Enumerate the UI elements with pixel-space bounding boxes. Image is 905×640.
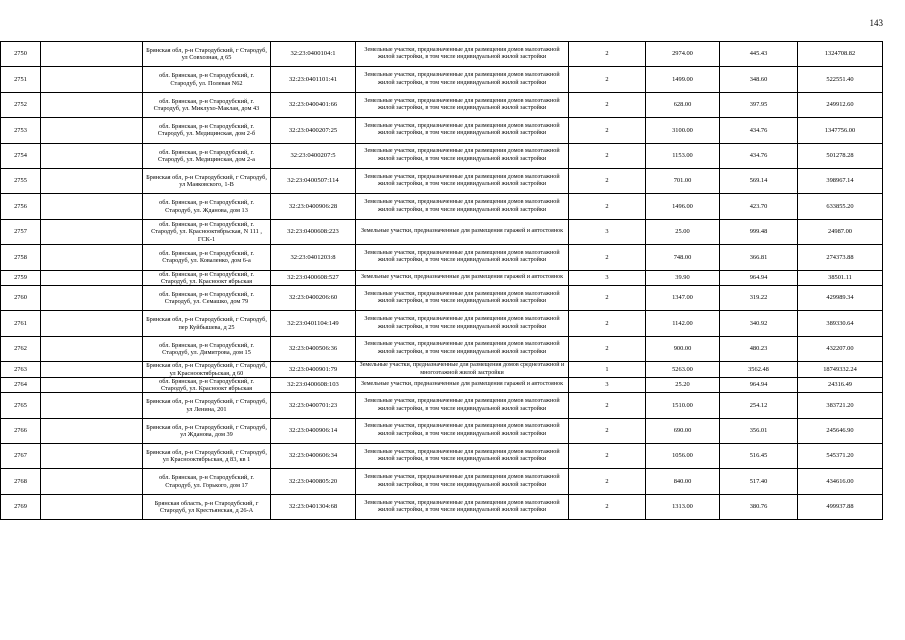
cell-group: 3 <box>569 377 646 392</box>
cell-area: 748.00 <box>646 245 720 270</box>
cell-cadastral-number: 32:23:0400701:23 <box>271 393 356 418</box>
cell-group: 2 <box>569 92 646 117</box>
cell-cadastral-value: 432207.00 <box>798 336 883 361</box>
cell-spacer <box>41 285 143 310</box>
cell-permitted-use: Земельные участки, предназначенные для размещения гаражей и автостоянок <box>356 219 569 244</box>
cell-permitted-use: Земельные участки, предназначенные для размещения домов малоэтажной жилой застройки, в том числе индивидуальной жилой застройки <box>356 336 569 361</box>
cell-specific-value: 964.94 <box>720 377 798 392</box>
cell-row-number: 2751 <box>1 67 41 92</box>
table-row <box>1 362 883 378</box>
cell-cadastral-number: 32:23:0400906:14 <box>271 418 356 443</box>
cell-spacer <box>41 377 143 392</box>
cell-group: 2 <box>569 418 646 443</box>
cell-cadastral-value: 633855.20 <box>798 194 883 219</box>
cell-spacer <box>41 444 143 469</box>
table-row <box>1 67 883 92</box>
cell-cadastral-value: 389330.64 <box>798 311 883 336</box>
cell-cadastral-value: 38501.11 <box>798 270 883 285</box>
cell-cadastral-number: 32:23:0401101:41 <box>271 67 356 92</box>
cell-permitted-use: Земельные участки, предназначенные для размещения домов малоэтажной жилой застройки, в том числе индивидуальной жилой застройки <box>356 143 569 168</box>
cell-row-number: 2767 <box>1 444 41 469</box>
cell-cadastral-number: 32:23:0400206:60 <box>271 285 356 310</box>
cell-specific-value: 480.23 <box>720 336 798 361</box>
cell-permitted-use: Земельные участки, предназначенные для размещения домов малоэтажной жилой застройки, в том числе индивидуальной жилой застройки <box>356 42 569 67</box>
cell-specific-value: 999.48 <box>720 219 798 244</box>
cell-spacer <box>41 245 143 270</box>
cell-address: Брянская обл, р-н Стародубский, г Стародуб, ул Краснооктябрьская, д 83, кв 1 <box>143 444 271 469</box>
cell-address: обл. Брянская, р-н Стародубский, г. Стародуб, ул. Семашко, дом 79 <box>143 285 271 310</box>
table-row <box>1 285 883 310</box>
cell-area: 900.00 <box>646 336 720 361</box>
cell-cadastral-value: 1347756.00 <box>798 118 883 143</box>
cell-address: Брянская область, р-н Стародубский, г Стародуб, ул Крестьянская, д 26-А <box>143 494 271 519</box>
cell-permitted-use: Земельные участки, предназначенные для размещения домов малоэтажной жилой застройки, в том числе индивидуальной жилой застройки <box>356 194 569 219</box>
cell-group: 1 <box>569 362 646 378</box>
cell-group: 2 <box>569 393 646 418</box>
cell-row-number: 2754 <box>1 143 41 168</box>
cell-group: 2 <box>569 42 646 67</box>
cell-permitted-use: Земельные участки, предназначенные для размещения домов малоэтажной жилой застройки, в том числе индивидуальной жилой застройки <box>356 393 569 418</box>
cell-cadastral-number: 32:23:0400608:103 <box>271 377 356 392</box>
table-row <box>1 377 883 392</box>
cell-cadastral-number: 32:23:0401203:8 <box>271 245 356 270</box>
cell-cadastral-value: 429989.34 <box>798 285 883 310</box>
cell-cadastral-value: 274373.88 <box>798 245 883 270</box>
cell-specific-value: 964.94 <box>720 270 798 285</box>
cell-area: 1313.00 <box>646 494 720 519</box>
cell-spacer <box>41 469 143 494</box>
cell-area: 840.00 <box>646 469 720 494</box>
cell-row-number: 2760 <box>1 285 41 310</box>
cell-area: 39.90 <box>646 270 720 285</box>
cell-spacer <box>41 219 143 244</box>
cell-cadastral-number: 32:23:0400608:527 <box>271 270 356 285</box>
table-row <box>1 42 883 67</box>
cell-area: 1496.00 <box>646 194 720 219</box>
table-row <box>1 494 883 519</box>
cell-permitted-use: Земельные участки, предназначенные для размещения домов малоэтажной жилой застройки, в том числе индивидуальной жилой застройки <box>356 418 569 443</box>
cell-cadastral-value: 499937.88 <box>798 494 883 519</box>
cell-group: 2 <box>569 311 646 336</box>
cell-cadastral-value: 245646.90 <box>798 418 883 443</box>
cell-specific-value: 569.14 <box>720 168 798 193</box>
cell-cadastral-value: 249912.60 <box>798 92 883 117</box>
cell-cadastral-value: 24987.00 <box>798 219 883 244</box>
cell-area: 1347.00 <box>646 285 720 310</box>
cell-address: обл. Брянская, р-н Стародубский, г. Стародуб, ул. Медицинская, дом 2-б <box>143 118 271 143</box>
cell-area: 5263.00 <box>646 362 720 378</box>
cell-area: 1499.00 <box>646 67 720 92</box>
cell-specific-value: 516.45 <box>720 444 798 469</box>
table-row <box>1 311 883 336</box>
cell-group: 2 <box>569 245 646 270</box>
cell-row-number: 2768 <box>1 469 41 494</box>
cell-cadastral-number: 32:23:0400608:223 <box>271 219 356 244</box>
cell-group: 2 <box>569 469 646 494</box>
cell-permitted-use: Земельные участки, предназначенные для размещения домов малоэтажной жилой застройки, в том числе индивидуальной жилой застройки <box>356 494 569 519</box>
cell-group: 2 <box>569 67 646 92</box>
cell-specific-value: 348.60 <box>720 67 798 92</box>
cell-group: 2 <box>569 143 646 168</box>
cell-cadastral-number: 32:23:0400207:5 <box>271 143 356 168</box>
cell-row-number: 2750 <box>1 42 41 67</box>
table-row <box>1 245 883 270</box>
cell-cadastral-value: 24316.49 <box>798 377 883 392</box>
cell-permitted-use: Земельные участки, предназначенные для размещения домов малоэтажной жилой застройки, в том числе индивидуальной жилой застройки <box>356 92 569 117</box>
table-row <box>1 219 883 244</box>
cell-spacer <box>41 168 143 193</box>
cell-permitted-use: Земельные участки, предназначенные для размещения гаражей и автостоянок <box>356 377 569 392</box>
table-row <box>1 194 883 219</box>
cell-cadastral-value: 522551.40 <box>798 67 883 92</box>
cell-area: 690.00 <box>646 418 720 443</box>
cell-address: обл. Брянская, р-н Стародубский, г. Стародуб, ул. Миклухо-Маклая, дом 43 <box>143 92 271 117</box>
cell-permitted-use: Земельные участки, предназначенные для размещения домов малоэтажной жилой застройки, в том числе индивидуальной жилой застройки <box>356 444 569 469</box>
cell-specific-value: 434.76 <box>720 143 798 168</box>
cell-row-number: 2769 <box>1 494 41 519</box>
cell-cadastral-number: 32:23:0400506:36 <box>271 336 356 361</box>
cell-address: Брянская обл, р-н Стародубский, г Стародуб, ул Краснооктябрьская, д 60 <box>143 362 271 378</box>
table-row <box>1 143 883 168</box>
cell-group: 2 <box>569 285 646 310</box>
page-number: 143 <box>869 18 883 28</box>
cell-spacer <box>41 67 143 92</box>
table-row <box>1 469 883 494</box>
table-row <box>1 444 883 469</box>
cell-spacer <box>41 42 143 67</box>
cell-address: обл. Брянская, р-н Стародубский, г. Стародуб, ул. Димитрова, дом 15 <box>143 336 271 361</box>
cell-spacer <box>41 393 143 418</box>
cell-cadastral-number: 32:23:0400507:114 <box>271 168 356 193</box>
cell-cadastral-number: 32:23:0400606:34 <box>271 444 356 469</box>
cell-permitted-use: Земельные участки, предназначенные для размещения домов малоэтажной жилой застройки, в том числе индивидуальной жилой застройки <box>356 285 569 310</box>
cell-cadastral-number: 32:23:0400401:66 <box>271 92 356 117</box>
cell-specific-value: 517.40 <box>720 469 798 494</box>
cell-address: обл. Брянская, р-н Стародубский, г. Стародуб, ул. Красноокт ябрьская <box>143 377 271 392</box>
cell-specific-value: 434.76 <box>720 118 798 143</box>
cell-address: Брянская обл, р-н Стародубский, г Стародуб, пер Куйбышева, д 25 <box>143 311 271 336</box>
cell-spacer <box>41 418 143 443</box>
cell-permitted-use: Земельные участки, предназначенные для размещения домов малоэтажной жилой застройки, в том числе индивидуальной жилой застройки <box>356 469 569 494</box>
cell-cadastral-number: 32:23:0400104:1 <box>271 42 356 67</box>
cell-permitted-use: Земельные участки, предназначенные для размещения домов малоэтажной жилой застройки, в том числе индивидуальной жилой застройки <box>356 168 569 193</box>
cell-row-number: 2759 <box>1 270 41 285</box>
cell-spacer <box>41 362 143 378</box>
table-row <box>1 418 883 443</box>
cell-spacer <box>41 92 143 117</box>
cell-spacer <box>41 194 143 219</box>
cell-permitted-use: Земельные участки, предназначенные для размещения домов малоэтажной жилой застройки, в том числе индивидуальной жилой застройки <box>356 311 569 336</box>
cell-area: 25.00 <box>646 219 720 244</box>
cell-address: Брянская обл, р-н Стародубский, г Стародуб, ул Совхозная, д 65 <box>143 42 271 67</box>
cell-group: 2 <box>569 494 646 519</box>
cell-spacer <box>41 311 143 336</box>
cell-specific-value: 366.81 <box>720 245 798 270</box>
cell-specific-value: 397.95 <box>720 92 798 117</box>
cell-cadastral-value: 1324708.82 <box>798 42 883 67</box>
table-row <box>1 336 883 361</box>
cell-cadastral-number: 32:23:0400805:20 <box>271 469 356 494</box>
cell-specific-value: 3562.48 <box>720 362 798 378</box>
cell-row-number: 2756 <box>1 194 41 219</box>
cell-permitted-use: Земельные участки, предназначенные для размещения гаражей и автостоянок <box>356 270 569 285</box>
cell-address: обл. Брянская, р-н Стародубский, г. Стародуб, ул. Жданова, дом 13 <box>143 194 271 219</box>
cell-address: Брянская обл, р-н Стародубский, г Стародуб, ул Маяковского, 1-В <box>143 168 271 193</box>
cell-permitted-use: Земельные участки, предназначенные для размещения домов малоэтажной жилой застройки, в том числе индивидуальной жилой застройки <box>356 118 569 143</box>
cell-specific-value: 423.70 <box>720 194 798 219</box>
cell-spacer <box>41 118 143 143</box>
cell-address: обл. Брянская, р-н Стародубский, г. Стародуб, ул. Медицинская, дом 2-а <box>143 143 271 168</box>
cell-row-number: 2762 <box>1 336 41 361</box>
cell-specific-value: 340.92 <box>720 311 798 336</box>
table-row <box>1 168 883 193</box>
cell-cadastral-number: 32:23:0400901:79 <box>271 362 356 378</box>
cell-permitted-use: Земельные участки, предназначенные для размещения домов среднеэтажной и многоэтажной жилой застройки <box>356 362 569 378</box>
cell-row-number: 2766 <box>1 418 41 443</box>
table-row <box>1 270 883 285</box>
cell-area: 1510.00 <box>646 393 720 418</box>
cell-spacer <box>41 143 143 168</box>
cell-address: обл. Брянская, р-н Стародубский, г. Стародуб, ул. Горького, дом 17 <box>143 469 271 494</box>
cell-specific-value: 356.01 <box>720 418 798 443</box>
cell-spacer <box>41 270 143 285</box>
cell-area: 1056.00 <box>646 444 720 469</box>
cell-area: 3100.00 <box>646 118 720 143</box>
cell-address: обл. Брянская, р-н Стародубский, г. Стародуб, ул. Коваленко, дом 6-а <box>143 245 271 270</box>
cell-group: 2 <box>569 194 646 219</box>
cell-area: 2974.00 <box>646 42 720 67</box>
cell-area: 701.00 <box>646 168 720 193</box>
cell-group: 3 <box>569 270 646 285</box>
cell-address: обл. Брянская, р-н Стародубский, г. Стародуб, ул. Полевая N62 <box>143 67 271 92</box>
cell-row-number: 2755 <box>1 168 41 193</box>
cell-cadastral-number: 32:23:0401104:149 <box>271 311 356 336</box>
cell-cadastral-number: 32:23:0400906:28 <box>271 194 356 219</box>
cell-specific-value: 445.43 <box>720 42 798 67</box>
cell-address: Брянская обл, р-н Стародубский, г Стародуб, ул Жданова, дом 39 <box>143 418 271 443</box>
cell-cadastral-number: 32:23:0400207:25 <box>271 118 356 143</box>
cell-cadastral-value: 383721.20 <box>798 393 883 418</box>
cell-area: 1142.00 <box>646 311 720 336</box>
cell-address: обл. Брянская, р-н Стародубский, г. Стародуб, ул. Красноокт ябрьская <box>143 270 271 285</box>
cell-group: 2 <box>569 168 646 193</box>
cell-row-number: 2752 <box>1 92 41 117</box>
cell-specific-value: 254.12 <box>720 393 798 418</box>
cell-cadastral-value: 501278.28 <box>798 143 883 168</box>
table-row <box>1 393 883 418</box>
cell-row-number: 2753 <box>1 118 41 143</box>
cell-address: Брянская обл, р-н Стародубский, г Стародуб, ул Ленина, 201 <box>143 393 271 418</box>
cell-specific-value: 319.22 <box>720 285 798 310</box>
cell-spacer <box>41 494 143 519</box>
cell-cadastral-value: 434616.00 <box>798 469 883 494</box>
cell-spacer <box>41 336 143 361</box>
cell-address: обл. Брянская, р-н Стародубский, г. Стародуб, ул. Краснооктябрьская, N 111 , ГСК-1 <box>143 219 271 244</box>
cell-area: 1153.00 <box>646 143 720 168</box>
cell-row-number: 2758 <box>1 245 41 270</box>
land-register-table <box>0 41 883 520</box>
cell-group: 2 <box>569 444 646 469</box>
cell-cadastral-number: 32:23:0401304:68 <box>271 494 356 519</box>
cell-cadastral-value: 18749332.24 <box>798 362 883 378</box>
cell-cadastral-value: 398967.14 <box>798 168 883 193</box>
cell-permitted-use: Земельные участки, предназначенные для размещения домов малоэтажной жилой застройки, в том числе индивидуальной жилой застройки <box>356 245 569 270</box>
table-body <box>1 42 883 520</box>
cell-row-number: 2761 <box>1 311 41 336</box>
cell-row-number: 2757 <box>1 219 41 244</box>
cell-area: 25.20 <box>646 377 720 392</box>
cell-group: 2 <box>569 118 646 143</box>
table-row <box>1 118 883 143</box>
cell-permitted-use: Земельные участки, предназначенные для размещения домов малоэтажной жилой застройки, в том числе индивидуальной жилой застройки <box>356 67 569 92</box>
cell-row-number: 2764 <box>1 377 41 392</box>
cell-row-number: 2763 <box>1 362 41 378</box>
cell-group: 2 <box>569 336 646 361</box>
cell-group: 3 <box>569 219 646 244</box>
cell-specific-value: 380.76 <box>720 494 798 519</box>
cell-area: 628.00 <box>646 92 720 117</box>
cell-cadastral-value: 545371.20 <box>798 444 883 469</box>
table-row <box>1 92 883 117</box>
cell-row-number: 2765 <box>1 393 41 418</box>
